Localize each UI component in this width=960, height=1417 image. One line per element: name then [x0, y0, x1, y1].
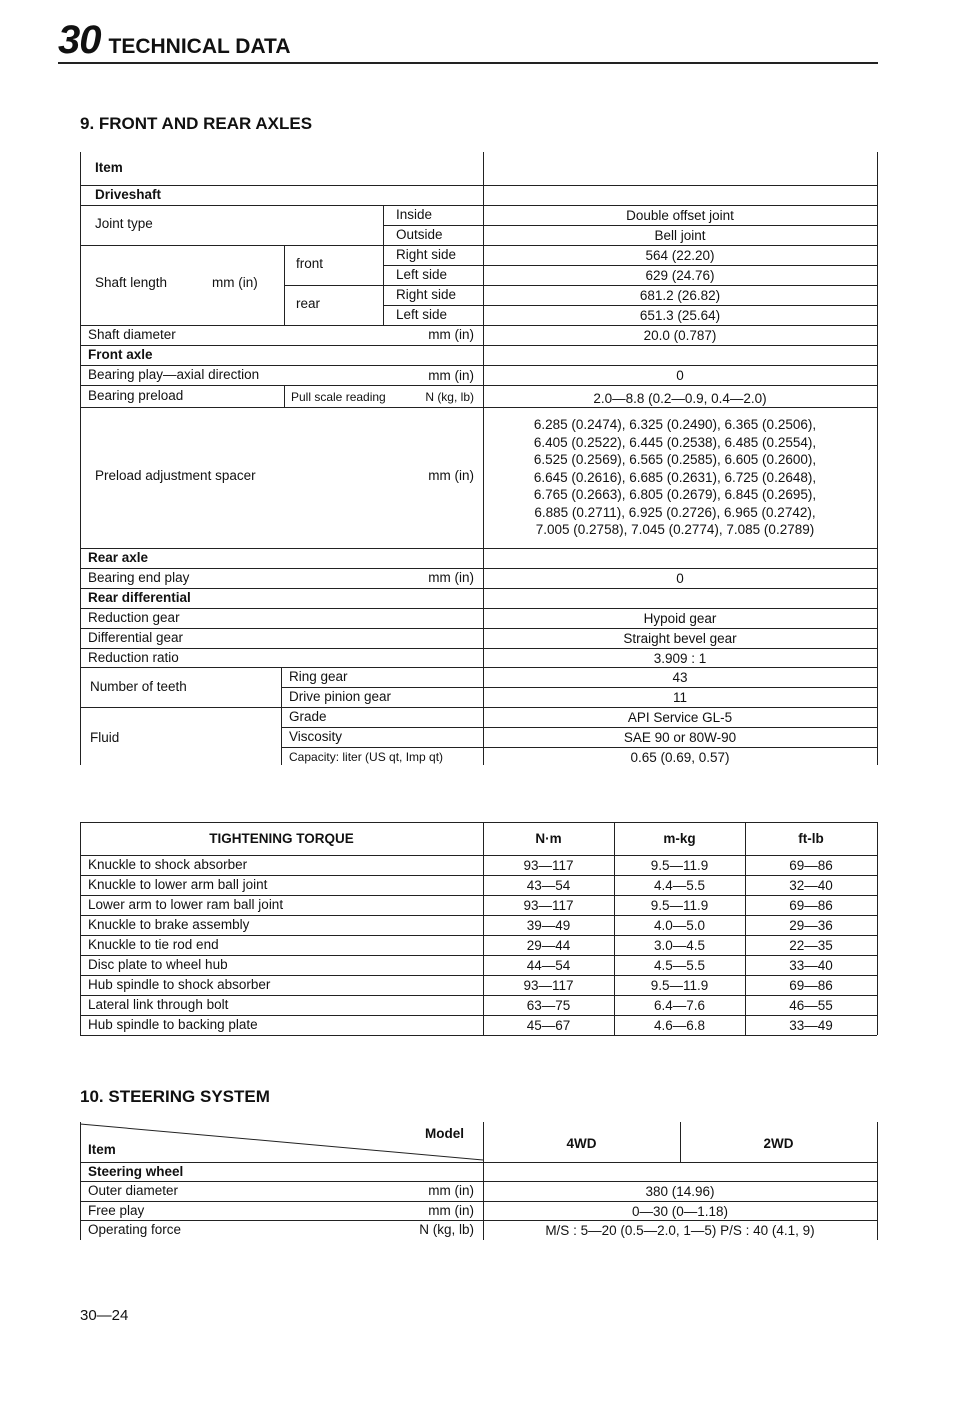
section-10-title: 10. STEERING SYSTEM [80, 1087, 270, 1106]
capacity-value: 0.65 (0.69, 0.57) [630, 750, 730, 765]
rule [383, 225, 877, 226]
outer-diameter-label: Outer diameter [88, 1183, 179, 1198]
rear-right-side-label: Right side [396, 287, 457, 302]
rule [80, 915, 877, 916]
rule [80, 245, 877, 246]
table-row-item: Knuckle to tie rod end [88, 937, 219, 952]
rule [80, 822, 877, 823]
table-row-ftlb: 33—40 [789, 958, 833, 973]
shaft-length-label: Shaft length [95, 275, 168, 290]
rule [80, 185, 877, 186]
table-row-item: Knuckle to shock absorber [88, 857, 248, 872]
operating-force-unit: N (kg, lb) [419, 1222, 474, 1237]
table-row-nm: 39—49 [526, 918, 571, 933]
inside-label: Inside [396, 207, 433, 222]
teeth-fluid-divider [281, 667, 282, 765]
rule [80, 1201, 877, 1202]
table-row-mkg: 4.5—5.5 [653, 958, 706, 973]
table-row-item: Knuckle to lower arm ball joint [88, 877, 268, 892]
bearing-end-play-value: 0 [676, 571, 684, 586]
rule [80, 875, 877, 876]
table-row-ftlb: 69—86 [789, 978, 833, 993]
bearing-play-unit: mm (in) [428, 368, 474, 383]
table-row-nm: 44—54 [526, 958, 571, 973]
bearing-end-play-unit: mm (in) [428, 570, 474, 585]
rule [80, 345, 877, 346]
rule [281, 727, 877, 728]
bearing-preload-label: Bearing preload [88, 388, 184, 403]
operating-force-label: Operating force [88, 1222, 182, 1237]
table-row-mkg: 4.0—5.0 [653, 918, 706, 933]
shaft-length-unit: mm (in) [212, 275, 258, 290]
front-axle-heading: Front axle [88, 347, 153, 362]
table-row-ftlb: 22—35 [789, 938, 833, 953]
fluid-label: Fluid [90, 730, 120, 745]
reduction-ratio-label: Reduction ratio [88, 650, 179, 665]
torque-header-item: TIGHTENING TORQUE [209, 831, 354, 846]
number-of-teeth-label: Number of teeth [90, 679, 187, 694]
bearing-play-label: Bearing play—axial direction [88, 367, 260, 382]
table-row-item: Knuckle to brake assembly [88, 917, 250, 932]
rule [80, 568, 877, 569]
table-row-mkg: 4.4—5.5 [653, 878, 706, 893]
rule [80, 588, 877, 589]
table-row-ftlb: 32—40 [789, 878, 833, 893]
rule [877, 1122, 878, 1240]
rule [80, 895, 877, 896]
table-row-nm: 93—117 [523, 898, 574, 913]
bearing-end-play-label: Bearing end play [88, 570, 190, 585]
preload-value: 2.0—8.8 (0.2—0.9, 0.4—2.0) [593, 391, 767, 406]
table-row-nm: 63—75 [526, 998, 571, 1013]
reduction-gear-label: Reduction gear [88, 610, 180, 625]
table-row-nm: 45—67 [526, 1018, 571, 1033]
table-row-nm: 29—44 [526, 938, 571, 953]
outer-diameter-unit: mm (in) [428, 1183, 474, 1198]
rule [281, 747, 877, 748]
front-label: front [296, 256, 324, 271]
operating-force-value: M/S : 5—20 (0.5—2.0, 1—5) P/S : 40 (4.1, 9) [545, 1223, 815, 1238]
ring-gear-value: 43 [672, 670, 688, 685]
pull-scale-divider [284, 385, 285, 407]
rule [80, 855, 877, 856]
preload-unit: N (kg, lb) [425, 390, 474, 404]
table-row-nm: 43—54 [526, 878, 571, 893]
table-row-nm: 93—117 [523, 978, 574, 993]
rule [80, 1181, 877, 1182]
rule [80, 648, 877, 649]
rule [383, 265, 877, 266]
differential-gear-label: Differential gear [88, 630, 184, 645]
spacer-value-line: 6.525 (0.2569), 6.565 (0.2585), 6.605 (0.2600), [533, 452, 817, 467]
table-border-right [877, 152, 878, 765]
rear-differential-heading: Rear differential [88, 590, 191, 605]
rear-left-side-label: Left side [396, 307, 448, 322]
spacer-value-line: 6.405 (0.2522), 6.445 (0.2538), 6.485 (0.2554), [533, 434, 817, 450]
torque-header-ftlb: ft-lb [798, 831, 824, 846]
table-row-ftlb: 69—86 [789, 858, 833, 873]
page-number: 30—24 [80, 1307, 129, 1324]
grade-value: API Service GL-5 [627, 710, 733, 725]
front-left-value: 629 (24.76) [645, 268, 715, 283]
outside-label: Outside [396, 227, 443, 242]
table-row-mkg: 4.6—6.8 [653, 1018, 706, 1033]
rule [80, 667, 877, 668]
rule [284, 285, 877, 286]
spacer-value-line: 6.645 (0.2616), 6.685 (0.2631), 6.725 (0.2648), [533, 469, 817, 485]
table-row-ftlb: 29—36 [789, 918, 833, 933]
inside-value: Double offset joint [626, 208, 734, 223]
differential-gear-value: Straight bevel gear [623, 631, 737, 646]
rule [80, 1015, 877, 1016]
rule [80, 548, 877, 549]
torque-header-nm: N·m [535, 831, 562, 846]
free-play-label: Free play [88, 1203, 145, 1218]
model-header: Model [425, 1126, 464, 1141]
table-row-ftlb: 46—55 [789, 998, 833, 1013]
rule [80, 365, 877, 366]
drive-pinion-label: Drive pinion gear [289, 689, 392, 704]
front-left-side-label: Left side [396, 267, 448, 282]
bearing-play-value: 0 [676, 368, 684, 383]
rule [80, 935, 877, 936]
spacer-values [495, 416, 855, 539]
spacer-value-line: 6.885 (0.2711), 6.925 (0.2726), 6.965 (0.2742), [534, 504, 816, 520]
table-row-item: Hub spindle to shock absorber [88, 977, 271, 992]
table-row-ftlb: 33—49 [789, 1018, 833, 1033]
rule [80, 822, 81, 1035]
rule [80, 205, 877, 206]
capacity-label: Capacity: liter (US qt, Imp qt) [289, 750, 444, 764]
rule [80, 975, 877, 976]
free-play-unit: mm (in) [428, 1203, 474, 1218]
table-row-nm: 93—117 [523, 858, 574, 873]
table-row-item: Lateral link through bolt [88, 997, 229, 1012]
driveshaft-heading: Driveshaft [95, 187, 162, 202]
rule [80, 628, 877, 629]
rear-right-value: 681.2 (26.82) [639, 288, 721, 303]
shaft-diameter-label: Shaft diameter [88, 327, 176, 342]
page-header [58, 18, 291, 63]
table-row-item: Disc plate to wheel hub [88, 957, 228, 972]
section-9-title: 9. FRONT AND REAR AXLES [80, 114, 313, 133]
torque-header-mkg: m-kg [663, 831, 696, 846]
pull-scale-label: Pull scale reading [291, 390, 386, 404]
table-row-mkg: 3.0—4.5 [653, 938, 706, 953]
chapter-title: TECHNICAL DATA [108, 35, 291, 58]
rule [80, 325, 877, 326]
reduction-gear-value: Hypoid gear [643, 611, 717, 626]
rule [80, 1220, 877, 1221]
col-4wd-header: 4WD [566, 1136, 597, 1151]
spacer-value-line: 6.765 (0.2663), 6.805 (0.2679), 6.845 (0.2695), [533, 487, 817, 502]
item-header: Item [88, 1142, 116, 1157]
rule [80, 1162, 877, 1163]
viscosity-label: Viscosity [289, 729, 343, 744]
table-row-item: Hub spindle to backing plate [88, 1017, 258, 1032]
shaft-diameter-value: 20.0 (0.787) [643, 328, 717, 343]
front-right-side-label: Right side [396, 247, 457, 262]
col-2wd-header: 2WD [763, 1136, 794, 1151]
reduction-ratio-value: 3.909 : 1 [653, 651, 707, 666]
rule [80, 995, 877, 996]
drive-pinion-value: 11 [672, 690, 687, 705]
spacer-value-line: 6.285 (0.2474), 6.325 (0.2490), 6.365 (0.2506), [533, 417, 817, 432]
ring-gear-label: Ring gear [289, 669, 348, 684]
table-row-mkg: 9.5—11.9 [650, 858, 709, 873]
rule [80, 608, 877, 609]
rule [80, 955, 877, 956]
spacer-unit: mm (in) [428, 468, 474, 483]
grade-label: Grade [289, 709, 327, 724]
rule [383, 305, 877, 306]
rear-left-value: 651.3 (25.64) [639, 308, 721, 323]
table-row-mkg: 9.5—11.9 [650, 898, 709, 913]
outer-diameter-value: 380 (14.96) [645, 1184, 715, 1199]
header-rule [58, 62, 878, 64]
rule [80, 707, 877, 708]
table-row-mkg: 9.5—11.9 [650, 978, 709, 993]
table-row-ftlb: 69—86 [789, 898, 833, 913]
front-right-value: 564 (22.20) [645, 248, 715, 263]
spacer-value-line: 7.005 (0.2758), 7.045 (0.2774), 7.085 (0.2789) [535, 522, 815, 537]
rule [80, 407, 877, 408]
table-row-mkg: 6.4—7.6 [653, 998, 706, 1013]
model-item-diagonal [80, 1122, 484, 1163]
rear-label: rear [296, 296, 321, 311]
rule [80, 385, 877, 386]
table-row-item: Lower arm to lower ram ball joint [88, 897, 284, 912]
outside-value: Bell joint [654, 228, 706, 243]
free-play-value: 0—30 (0—1.18) [631, 1204, 729, 1219]
rear-axle-heading: Rear axle [88, 550, 149, 565]
item-header: Item [95, 160, 123, 175]
rule [281, 687, 877, 688]
table-border-left [80, 152, 81, 765]
rule [80, 1035, 877, 1036]
shaft-diameter-unit: mm (in) [428, 327, 474, 342]
viscosity-value: SAE 90 or 80W-90 [623, 730, 737, 745]
chapter-number: 30 [58, 18, 101, 62]
rule [877, 822, 878, 1035]
spacer-label: Preload adjustment spacer [95, 468, 256, 483]
joint-type-label: Joint type [95, 216, 153, 231]
steering-wheel-heading: Steering wheel [88, 1164, 184, 1179]
